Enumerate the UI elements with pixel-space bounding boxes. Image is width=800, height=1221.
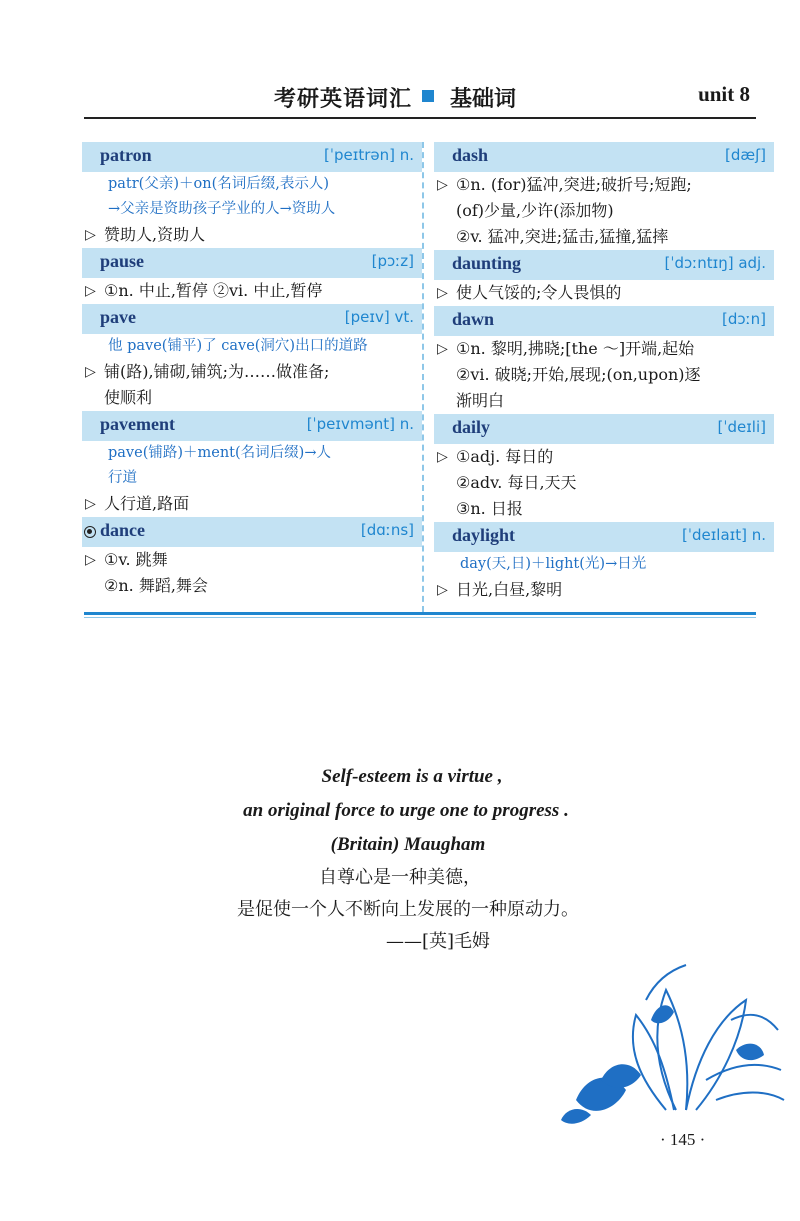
- definition: ▷ ①n. 黎明,拂晓;[the ～]开端,起始: [434, 336, 774, 362]
- definition: ▷ 使人气馁的;令人畏惧的: [434, 280, 774, 306]
- word-bar: [82, 517, 422, 547]
- etymology: day(天,日)＋light(光)→日光: [460, 556, 647, 572]
- quote-author-chinese: ——[英]毛姆: [385, 931, 491, 952]
- entry-patron: [82, 142, 422, 248]
- word-bar: [434, 306, 774, 336]
- etymology: pave(铺路)＋ment(名词后缀)→人: [108, 445, 331, 461]
- triangle-icon: ▷: [85, 552, 96, 568]
- definition-continued: 使顺利: [104, 388, 153, 407]
- word-bar: [82, 411, 422, 441]
- headword: dawn: [452, 309, 495, 329]
- entry-pavement: [82, 411, 422, 517]
- triangle-icon: ▷: [85, 496, 96, 512]
- entry-daily: [434, 414, 774, 522]
- quote-chinese-line: 自尊心是一种美德，: [319, 867, 481, 888]
- triangle-icon: ▷: [437, 449, 448, 465]
- definition: ▷ ①n. (for)猛冲,突进;破折号;短跑;: [434, 172, 774, 198]
- lotus-illustration-icon: [556, 960, 786, 1125]
- definition: ▷ 铺(路),铺砌,铺筑;为……做准备;: [82, 359, 422, 385]
- definition-continued: 渐明白: [456, 391, 505, 410]
- definition-continued: (of)少量,少许(添加物): [456, 201, 614, 220]
- headword: patron: [100, 145, 152, 165]
- square-icon: [422, 90, 434, 102]
- headword: pave: [100, 307, 136, 327]
- headword: daily: [452, 417, 491, 437]
- entry-dash: [434, 142, 774, 250]
- etymology: 他 pave(铺平)了 cave(洞穴)出口的道路: [108, 338, 368, 354]
- right-column: [434, 142, 774, 603]
- word-bar: [82, 248, 422, 278]
- bullet-dot-icon: [84, 526, 96, 538]
- left-column: [82, 142, 422, 599]
- triangle-icon: ▷: [85, 227, 96, 243]
- quote-chinese-line: 是促使一个人不断向上发展的一种原动力。: [237, 899, 579, 920]
- definition-continued: ③n. 日报: [456, 499, 523, 518]
- headword: pavement: [100, 414, 175, 434]
- pronunciation: [ˈpeɪtrən] n.: [324, 146, 414, 164]
- definition: ▷ 赞助人,资助人: [82, 222, 422, 248]
- word-bar: [82, 304, 422, 334]
- pronunciation: [peɪv] vt.: [344, 308, 414, 326]
- section-title: 基础词: [450, 86, 517, 112]
- quote-author-english: (Britain) Maugham: [330, 834, 486, 855]
- headword: dance: [100, 520, 145, 540]
- entry-pave: [82, 304, 422, 411]
- page-number: · 145 ·: [660, 1130, 706, 1149]
- pronunciation: [ˈpeɪvmənt] n.: [306, 415, 414, 433]
- etymology: →父亲是资助孩子学业的人→资助人: [108, 201, 336, 217]
- definition: ▷ 人行道,路面: [82, 491, 422, 517]
- word-bar: [434, 522, 774, 552]
- definition: ▷ ①adj. 每日的: [434, 444, 774, 470]
- header-rule: [84, 117, 756, 119]
- entry-daunting: [434, 250, 774, 306]
- headword: daylight: [452, 525, 516, 545]
- quote-english-line: Self-esteem is a virtue ,: [321, 766, 503, 787]
- word-bar: [82, 142, 422, 172]
- section-bottom-rule: [84, 612, 756, 615]
- entry-dawn: [434, 306, 774, 414]
- unit-label: unit 8: [698, 82, 750, 106]
- definition-continued: ②n. 舞蹈,舞会: [104, 576, 208, 595]
- pronunciation: [pɔːz]: [371, 252, 414, 270]
- pronunciation: [ˈdeɪli]: [717, 418, 766, 436]
- definition-continued: ②adv. 每日,天天: [456, 473, 577, 492]
- headword: pause: [100, 251, 145, 271]
- definition: ▷ ①v. 跳舞: [82, 547, 422, 573]
- entry-pause: [82, 248, 422, 304]
- triangle-icon: ▷: [85, 364, 96, 380]
- definition-continued: ②v. 猛冲,突进;猛击,猛撞,猛摔: [456, 227, 669, 246]
- etymology: patr(父亲)＋on(名词后缀,表示人): [108, 176, 329, 192]
- headword: daunting: [452, 253, 522, 273]
- word-bar: [434, 250, 774, 280]
- definition: ▷ 日光,白昼,黎明: [434, 577, 774, 603]
- pronunciation: [dɑːns]: [360, 521, 414, 539]
- triangle-icon: ▷: [437, 285, 448, 301]
- entry-dance: [82, 517, 422, 599]
- pronunciation: [dæʃ]: [725, 146, 766, 164]
- column-divider: [422, 142, 424, 612]
- quote-english-line: an original force to urge one to progress .: [243, 800, 569, 821]
- pronunciation: [dɔːn]: [721, 310, 766, 328]
- etymology: 行道: [108, 470, 137, 486]
- definition: ▷ ①n. 中止,暂停 ②vi. 中止,暂停: [82, 278, 422, 304]
- section-bottom-rule-thin: [84, 617, 756, 618]
- pronunciation: [ˈdeɪlaɪt] n.: [681, 526, 766, 544]
- triangle-icon: ▷: [437, 177, 448, 193]
- triangle-icon: ▷: [85, 283, 96, 299]
- triangle-icon: ▷: [437, 582, 448, 598]
- book-title: 考研英语词汇: [274, 86, 413, 112]
- definition-continued: ②vi. 破晓;开始,展现;(on,upon)逐: [456, 365, 701, 384]
- word-bar: [434, 414, 774, 444]
- triangle-icon: ▷: [437, 341, 448, 357]
- page-header: [84, 80, 756, 116]
- entry-daylight: [434, 522, 774, 603]
- word-bar: [434, 142, 774, 172]
- quote-block: [0, 760, 800, 958]
- pronunciation: [ˈdɔːntɪŋ] adj.: [664, 254, 766, 272]
- headword: dash: [452, 145, 489, 165]
